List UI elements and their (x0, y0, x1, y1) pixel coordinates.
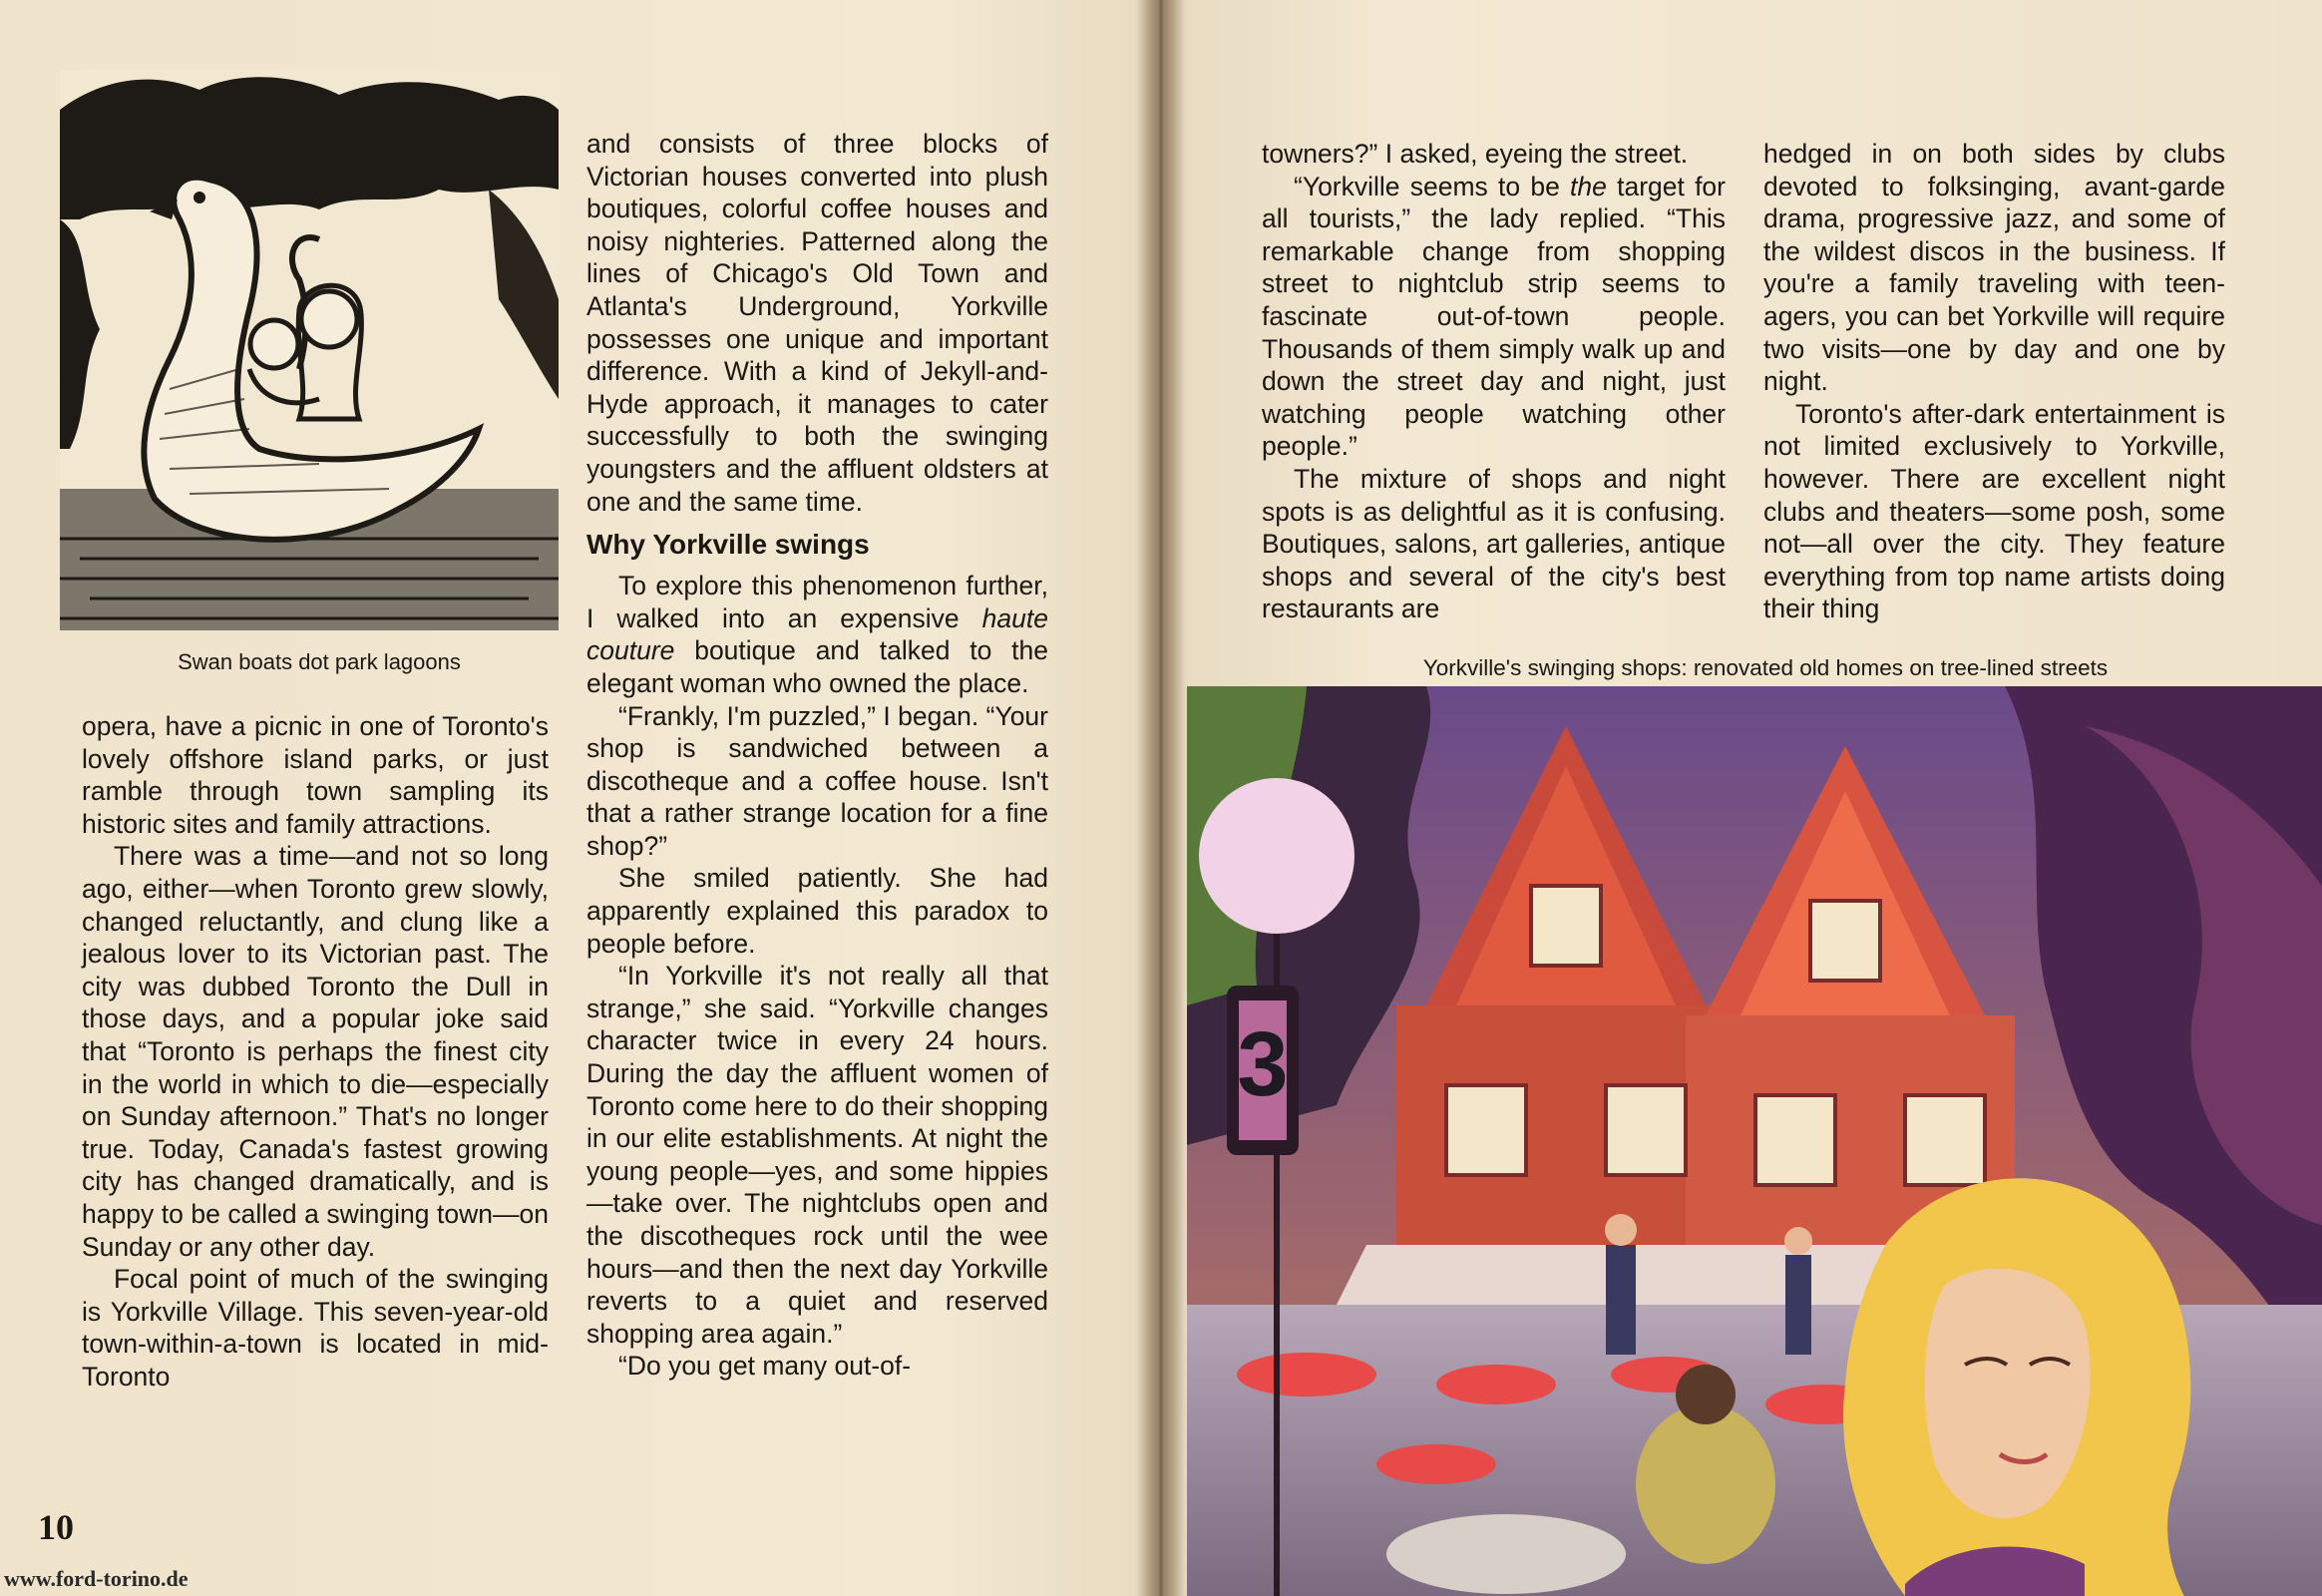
right-column-2 (1763, 138, 2225, 625)
left-page (0, 0, 1147, 1596)
right-column-1 (1262, 138, 1726, 625)
page-number: 10 (38, 1507, 74, 1547)
left-column-2 (586, 128, 1048, 1383)
section-heading: Why Yorkville swings (586, 529, 870, 561)
paragraph: “Do you get many out-of- (618, 1351, 912, 1382)
left-column-1 (82, 710, 549, 1393)
paragraph: “In Yorkville it's not really all that strange,” she said. “Yorkville changes character twice in every 24 hours. During the day the affluent women of Toronto come here to do their shopping in our elite establishments. At night the young people—yes, and some hippies—take over. The nightclubs open and the discotheques rock until the wee hours—and then the next day Yorkville reverts to a quiet and reserved shopping area again.” (586, 961, 1048, 1349)
paragraph: To explore this phenomenon further, I walked into an expensive haute couture boutique and talked to the elegant woman who owned the place. (586, 571, 1048, 698)
paragraph: opera, have a picnic in one of Toronto's lovely offshore island parks, or just ramble through town sampling its historic sites and family attractions. (82, 711, 549, 839)
paragraph: Toronto's after-dark entertainment is not limited exclusively to Yorkville, however. There are excellent night clubs and theaters—some posh, some not—all over the city. They feature everything from top name artists doing their thing (1763, 398, 2225, 624)
paragraph: and consists of three blocks of Victorian houses converted into plush boutiques, colorful coffee houses and noisy nighteries. Patterned along the lines of Chicago's Old Town and Atlanta's Underground, Yorkville possesses one unique and important difference. With a kind of Jekyll-and-Hyde approach, it manages to cater successfully to both the swinging youngsters and the affluent oldsters at one and the same time. (586, 129, 1048, 517)
swan-caption: Swan boats dot park lagoons (178, 649, 461, 674)
painting-caption: Yorkville's swinging shops: renovated old homes on tree-lined streets (1422, 655, 2109, 680)
paragraph: “Frankly, I'm puzzled,” I began. “Your shop is sandwiched between a discotheque and a coffee house. Isn't that a rather strange location for a fine shop?” (586, 700, 1048, 861)
paragraph: “Yorkville seems to be the target for all tourists,” the lady replied. “This remarkable change from shopping street to nightclub strip seems to fascinate out-of-town people. Thousands of them simply walk up and down the street day and night, just watching people watching other people.” (1262, 171, 1726, 462)
paragraph: The mixture of shops and night spots is as delightful as it is confusing. Boutiques, salons, art galleries, antique shops and several of the city's best restaurants are (1262, 463, 1726, 624)
paragraph: hedged in on both sides by clubs devoted to folksinging, avant-garde drama, progressive jazz, and some of the wildest discos in the business. If you're a family traveling with teen-agers, you can bet Yorkville will require two visits—one by day and one by night. (1763, 139, 2225, 397)
paragraph: Focal point of much of the swinging is Yorkville Village. This seven-year-old town-within-a-town is located in mid-Toronto (82, 1264, 549, 1392)
yorkville-street-painting (1187, 686, 2322, 1596)
paragraph: There was a time—and not so long ago, either—when Toronto grew slowly, changed reluctantly, and clung like a jealous lover to its Victorian past. The city was dubbed Toronto the Dull in those days, and a popular joke said that “Toronto is perhaps the finest city in the world in which to die—especially on Sunday afternoon.” That's no longer true. Today, Canada's fastest growing city has changed dramatically, and is happy to be called a swinging town—on Sunday or any other day. (82, 841, 549, 1262)
paragraph: towners?” I asked, eyeing the street. (1262, 139, 1689, 169)
sign-number: 3 (1237, 1013, 1289, 1115)
swan-boat-illustration (60, 70, 559, 630)
paragraph: She smiled patiently. She had apparently explained this paradox to people before. (586, 863, 1048, 959)
watermark: www.ford-torino.de (4, 1566, 189, 1591)
